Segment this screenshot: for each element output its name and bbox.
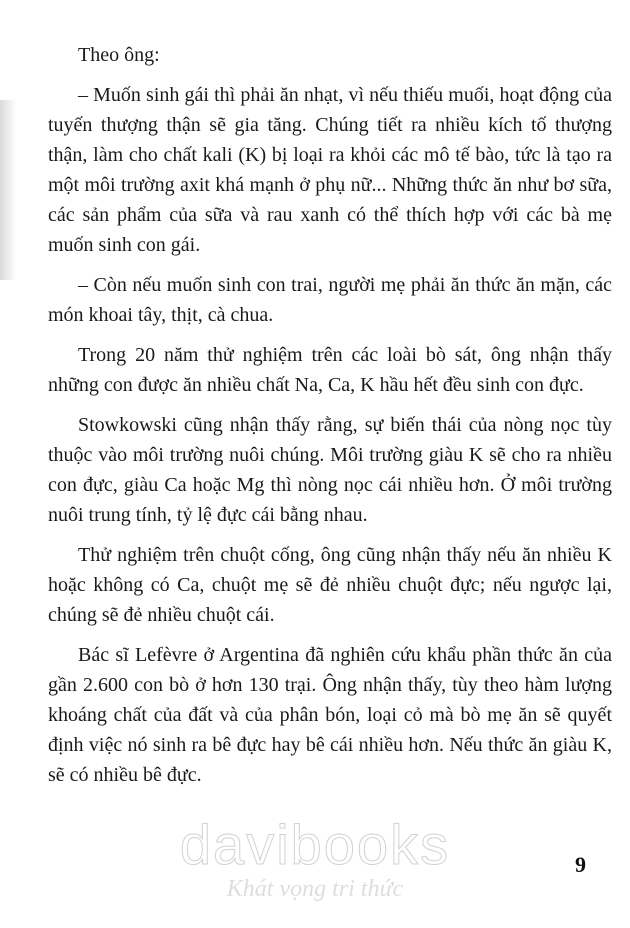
watermark-tagline: Khát vọng tri thức — [226, 876, 404, 902]
watermark — [150, 815, 480, 903]
binding-shadow — [0, 100, 16, 280]
watermark-brand: davibooks — [179, 813, 451, 876]
paragraph-5: Stowkowski cũng nhận thấy rằng, sự biến thái của nòng nọc tùy thuộc vào môi trường nuôi chúng. Môi trường giàu K sẽ cho ra nhiều con đực, giàu Ca hoặc Mg thì nòng nọc cái nhiều hơn. Ở môi trường nuôi trung tính, tỷ lệ đực cái bằng nhau. — [48, 414, 612, 526]
paragraph-3: – Còn nếu muốn sinh con trai, người mẹ phải ăn thức ăn mặn, các món khoai tây, thịt, cà chua. — [48, 274, 612, 326]
paragraph-6: Thử nghiệm trên chuột cống, ông cũng nhận thấy nếu ăn nhiều K hoặc không có Ca, chuột mẹ sẽ đẻ nhiều chuột đực; nếu ngược lại, chúng sẽ đẻ nhiều chuột cái. — [48, 544, 612, 626]
page-number: 9 — [575, 852, 586, 877]
paragraph-7: Bác sĩ Lefèvre ở Argentina đã nghiên cứu khẩu phần thức ăn của gần 2.600 con bò ở hơn 130 trại. Ông nhận thấy, tùy theo hàm lượng khoáng chất của đất và của phân bón, loại cỏ mà bò mẹ ăn sẽ quyết định việc nó sinh ra bê đực hay bê cái nhiều hơn. Nếu thức ăn giàu K, sẽ có nhiều bê đực. — [48, 644, 612, 786]
body-text — [48, 40, 612, 800]
paragraph-2: – Muốn sinh gái thì phải ăn nhạt, vì nếu thiếu muối, hoạt động của tuyến thượng thận sẽ gia tăng. Chúng tiết ra nhiều kích tố thượng thận, làm cho chất kali (K) bị loại ra khỏi các mô tế bào, tức là tạo ra một môi trường axit khá mạnh ở phụ nữ... Những thức ăn như bơ sữa, các sản phẩm của sữa và rau xanh có thể thích hợp với các bà mẹ muốn sinh con gái. — [48, 84, 612, 256]
paragraph-1: Theo ông: — [78, 44, 160, 66]
paragraph-4: Trong 20 năm thử nghiệm trên các loài bò sát, ông nhận thấy những con được ăn nhiều chất Na, Ca, K hầu hết đều sinh con đực. — [48, 344, 612, 396]
